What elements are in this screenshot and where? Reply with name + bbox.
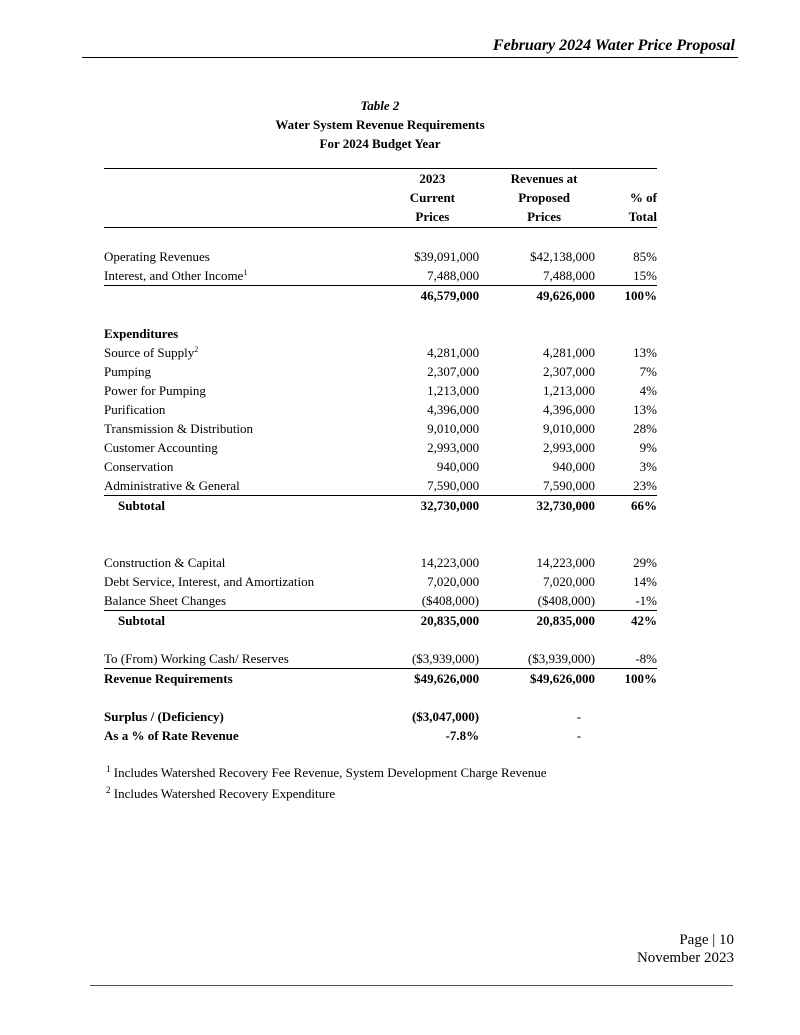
row-current: 14,223,000 (420, 555, 480, 570)
row-current: ($408,000) (421, 593, 480, 608)
reserves-pct: -8% (635, 651, 657, 666)
row-label: Interest, and Other Income (104, 268, 244, 283)
footer-rule (90, 985, 733, 986)
footnotes (106, 762, 547, 804)
row-current: 4,396,000 (427, 402, 480, 417)
row-label: Debt Service, Interest, and Amortization (104, 574, 315, 589)
row-proposed: 4,281,000 (543, 345, 596, 360)
table-row (104, 381, 657, 400)
row-label: Construction & Capital (104, 555, 226, 570)
table-number: Table 2 (360, 98, 400, 113)
row-proposed: 7,020,000 (543, 574, 596, 589)
row-proposed: 4,396,000 (543, 402, 596, 417)
header-rule (82, 57, 738, 58)
row-current: 1,213,000 (427, 383, 480, 398)
row-label: Customer Accounting (104, 440, 218, 455)
header-current-3: Prices (386, 207, 479, 228)
row-pct: 9% (639, 440, 657, 455)
table-subtitle: For 2024 Budget Year (319, 136, 441, 151)
footnote (106, 762, 547, 783)
page-number: Page | 10 (679, 932, 734, 948)
document-header-title: February 2024 Water Price Proposal (492, 37, 735, 54)
row-proposed: ($408,000) (537, 593, 596, 608)
row-label: Administrative & General (104, 478, 240, 493)
header-proposed-1: Revenues at (479, 169, 595, 189)
row-label: Operating Revenues (104, 249, 210, 264)
table-row (104, 553, 657, 572)
row-proposed: 14,223,000 (536, 555, 596, 570)
spacer-row (104, 305, 657, 324)
total-current: 46,579,000 (386, 286, 479, 306)
footer-date: November 2023 (636, 950, 734, 966)
row-current: 7,590,000 (427, 478, 480, 493)
surplus-pct-label: As a % of Rate Revenue (104, 728, 239, 743)
footnote (106, 783, 547, 804)
row-current: 940,000 (436, 459, 480, 474)
subtotal-pct: 42% (595, 611, 657, 631)
table-row (104, 266, 657, 286)
reserves-current: ($3,939,000) (411, 651, 480, 666)
row-proposed: 2,993,000 (543, 440, 596, 455)
row-label-cell (104, 266, 386, 286)
row-current: 7,020,000 (427, 574, 480, 589)
surplus-row (104, 707, 657, 726)
row-proposed: 1,213,000 (543, 383, 596, 398)
header-proposed-2: Proposed (518, 190, 570, 205)
revenue-requirements-pct: 100% (595, 669, 657, 689)
subtotal-row (104, 496, 657, 516)
subtotal-current: 32,730,000 (386, 496, 479, 516)
revenue-requirements-row (104, 669, 657, 689)
reserves-row (104, 649, 657, 669)
row-proposed: 7,590,000 (543, 478, 596, 493)
spacer-row (104, 630, 657, 649)
table-row (104, 457, 657, 476)
subtotal-proposed: 20,835,000 (479, 611, 595, 631)
row-proposed: $42,138,000 (530, 249, 596, 264)
row-label: Source of Supply (104, 345, 195, 360)
row-current: 2,307,000 (427, 364, 480, 379)
header-current-2: Current (409, 190, 456, 205)
row-proposed: 940,000 (552, 459, 596, 474)
revenue-requirements-current: $49,626,000 (386, 669, 479, 689)
row-label: Power for Pumping (104, 383, 206, 398)
row-pct: 23% (633, 478, 657, 493)
row-pct: 85% (633, 249, 657, 264)
spacer-row (104, 515, 657, 553)
reserves-label: To (From) Working Cash/ Reserves (104, 651, 289, 666)
row-pct: 13% (633, 345, 657, 360)
row-label: Purification (104, 402, 166, 417)
revenue-requirements-proposed: $49,626,000 (479, 669, 595, 689)
revenue-requirements-label: Revenue Requirements (104, 669, 386, 689)
header-proposed-3: Prices (479, 207, 595, 228)
table-row (104, 476, 657, 496)
table-title-block (100, 96, 660, 153)
table-row (104, 419, 657, 438)
row-label: Conservation (104, 459, 174, 474)
row-proposed: 9,010,000 (543, 421, 596, 436)
footnote-text: Includes Watershed Recovery Expenditure (113, 786, 336, 801)
expenditures-heading: Expenditures (104, 326, 179, 341)
surplus-label: Surplus / (Deficiency) (104, 709, 224, 724)
table-row (104, 572, 657, 591)
footnote-text: Includes Watershed Recovery Fee Revenue, System Development Charge Revenue (113, 765, 547, 780)
column-header-row (104, 207, 657, 228)
column-header-row (104, 169, 657, 189)
row-current: 9,010,000 (427, 421, 480, 436)
row-current: $39,091,000 (414, 249, 480, 264)
row-pct: 13% (633, 402, 657, 417)
row-label-cell (104, 343, 386, 362)
table-title: Water System Revenue Requirements (275, 117, 485, 132)
surplus-pct-current: -7.8% (445, 728, 480, 743)
row-proposed: 7,488,000 (543, 268, 596, 283)
row-pct: 3% (639, 459, 657, 474)
surplus-pct-row (104, 726, 657, 745)
row-proposed: 2,307,000 (543, 364, 596, 379)
footnote-mark: 1 (106, 764, 111, 774)
header-current-1: 2023 (386, 169, 479, 189)
section-heading-row (104, 324, 657, 343)
subtotal-proposed: 32,730,000 (479, 496, 595, 516)
spacer-row (104, 228, 657, 248)
row-pct: 15% (633, 268, 657, 283)
spacer-row (104, 688, 657, 707)
subtotal-label: Subtotal (104, 496, 386, 516)
row-current: 4,281,000 (427, 345, 480, 360)
row-pct: 28% (633, 421, 657, 436)
row-label: Balance Sheet Changes (104, 593, 227, 608)
table-row (104, 362, 657, 381)
row-label: Pumping (104, 364, 151, 379)
subtotal-row (104, 611, 657, 631)
table-row (104, 438, 657, 457)
table-row (104, 343, 657, 362)
row-pct: 29% (633, 555, 657, 570)
table-row (104, 400, 657, 419)
row-pct: 4% (639, 383, 657, 398)
subtotal-pct: 66% (595, 496, 657, 516)
surplus-pct-proposed: - (576, 728, 582, 743)
footnote-mark: 2 (106, 785, 111, 795)
row-current: 2,993,000 (427, 440, 480, 455)
total-proposed: 49,626,000 (479, 286, 595, 306)
footnote-ref: 1 (243, 268, 248, 277)
surplus-current: ($3,047,000) (411, 709, 480, 724)
row-pct: -1% (635, 593, 657, 608)
table-row (104, 591, 657, 611)
row-label: Transmission & Distribution (104, 421, 254, 436)
table-row (104, 247, 657, 266)
subtotal-current: 20,835,000 (386, 611, 479, 631)
footnote-ref: 2 (194, 345, 199, 354)
page-footer (637, 931, 734, 967)
row-current: 7,488,000 (427, 268, 480, 283)
row-pct: 7% (639, 364, 657, 379)
header-pct-2: Total (595, 207, 657, 228)
reserves-proposed: ($3,939,000) (527, 651, 596, 666)
surplus-proposed: - (576, 709, 582, 724)
column-header-row (104, 188, 657, 207)
revenue-total-row (104, 286, 657, 306)
subtotal-label: Subtotal (104, 611, 386, 631)
header-pct-1: % of (629, 190, 657, 205)
revenue-requirements-table (104, 168, 657, 745)
row-pct: 14% (633, 574, 657, 589)
total-pct: 100% (595, 286, 657, 306)
